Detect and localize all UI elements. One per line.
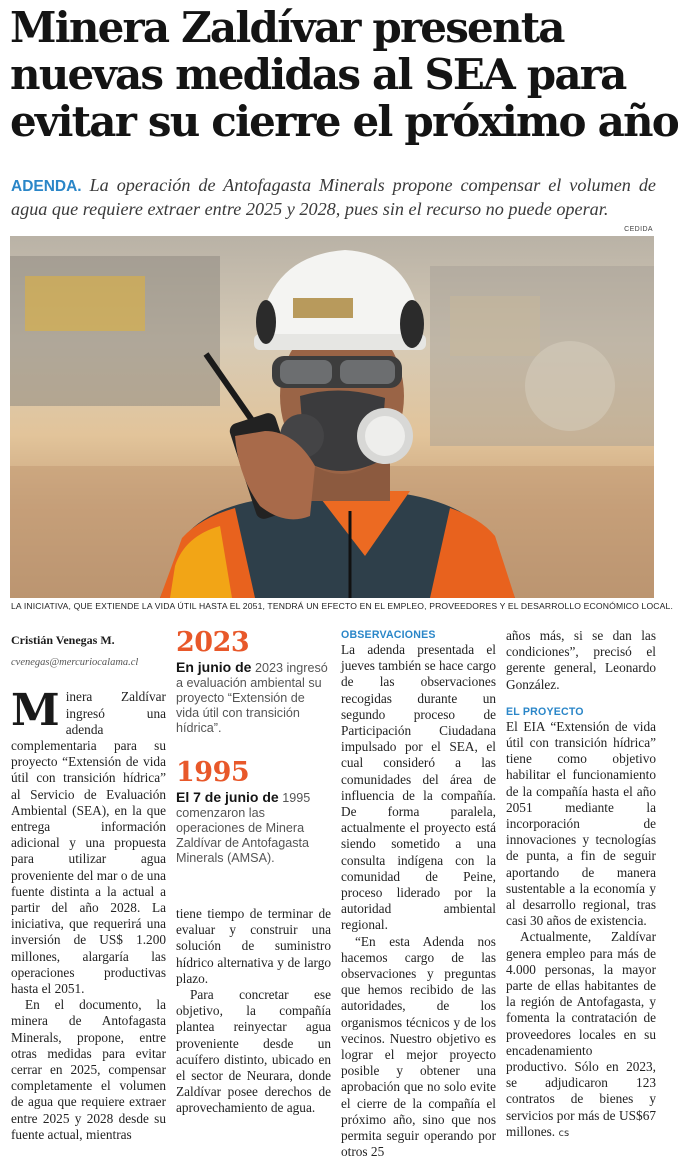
author-email: cvenegas@mercuriocalama.cl bbox=[11, 657, 139, 669]
fact-lead: El 7 de junio de bbox=[176, 789, 279, 805]
fact-number-1995: 1995 bbox=[176, 757, 250, 788]
headline-line-1: Minera Zaldívar presenta bbox=[10, 3, 564, 52]
headline-line-2: nuevas medidas al SEA para bbox=[10, 50, 626, 99]
fact-number-2023: 2023 bbox=[176, 627, 250, 658]
column-2 bbox=[176, 628, 331, 1117]
body-paragraph bbox=[11, 685, 166, 997]
column-1 bbox=[11, 628, 166, 1143]
body-paragraph: La adenda presentada el jueves también se hace cargo de las observaciones recogidas durante un segundo proceso de Participación Ciudadana impulsado por el SEA, el cual consideró a las comunidades del área de influencia de la compañía. De forma paralela, actualmente el proyecto está siendo sometido a una consulta indígena con la comunidad de Peine, proceso liderado por la autoridad ambiental regional. bbox=[341, 642, 496, 933]
fact-text: 1995 comenzaron las operaciones de Minera Zaldívar de Antofagasta Minerals (AMSA). bbox=[176, 791, 311, 865]
body-text: inera Zaldívar ingresó una adenda complementaria para su proyecto “Extensión de vida útil con transición hídrica” al Servicio de Evaluación Ambiental (SEA), en la que entrega información adicional y una propuesta para utilizar agua proveniente del mar o de una fuente distinta a la actual a partir del año 2028. La iniciativa, que requerirá una inversión de US$ 1.200 millones, alargaría las operaciones productivas hasta el 2051. bbox=[11, 689, 166, 997]
body-paragraph: El EIA “Extensión de vida útil con transición hídrica” tiene como objetivo habilitar el funcionamiento de la compañía hasta el año 2051 mediante la incorporación de innovaciones y tecnologías de punta, a fin de seguir aportando de manera sustentable a la economía y al desarrollo regional, tras casi 30 años de existencia. bbox=[506, 718, 656, 929]
lead-paragraph bbox=[11, 174, 656, 221]
body-text: Actualmente, Zaldívar genera empleo para más de 4.000 personas, la mayor parte de ellas habitantes de la región de Antofagasta, y fomenta la contratación de proveedores locales en su encadenamiento productivo. Sólo en 2023, se adjudicaron 123 contratos de bienes y servicios por más de US$67 millones. bbox=[506, 929, 656, 1139]
subheading-el-proyecto: EL PROYECTO bbox=[506, 705, 584, 718]
end-mark: cs bbox=[558, 1127, 570, 1139]
column-4 bbox=[506, 628, 656, 1142]
photo-caption: LA INICIATIVA, QUE EXTIENDE LA VIDA ÚTIL HASTA EL 2051, TENDRÁ UN EFECTO EN EL EMPLEO, PROVEEDORES Y EL DESARROLLO ECONÓMICO LOCAL. bbox=[11, 601, 673, 611]
lead-text: La operación de Antofagasta Minerals propone compensar el volumen de agua que requiere extraer entre 2025 y 2028, pues sin el recurso no puede operar. bbox=[11, 175, 656, 219]
body-paragraph: “En esta Adenda nos hacemos cargo de las observaciones y preguntas que hemos recibido de las autoridades, de los organismos técnicos y de los vecinos. Nuestro objetivo es lograr el mejor proyecto posible y obtener una aprobación que no solo evite el cierre de la compañía el próximo año, sino que nos permita seguir operando por otros 25 bbox=[341, 933, 496, 1160]
body-paragraph bbox=[506, 929, 656, 1142]
headline-line-3: evitar su cierre el próximo año bbox=[10, 97, 678, 146]
lead-tag: ADENDA. bbox=[11, 178, 82, 195]
photo-credit: CEDIDA bbox=[624, 226, 653, 233]
author-name: Cristián Venegas M. bbox=[11, 633, 115, 647]
fact-text: 2023 ingresó a evaluación ambiental su proyecto “Extensión de vida útil con transición hídrica”. bbox=[176, 661, 328, 735]
column-3 bbox=[341, 628, 496, 1161]
fact-lead: En junio de bbox=[176, 659, 252, 675]
article-photo bbox=[10, 236, 654, 598]
fact-2023 bbox=[176, 660, 331, 736]
body-paragraph: tiene tiempo de terminar de evaluar y construir una solución de suministro hídrico alternativa y de largo plazo. bbox=[176, 906, 331, 986]
body-paragraph: En el documento, la minera de Antofagasta Minerals, propone, entre otras medidas para evitar cerrar en 2025, compensar completamente el volumen de agua que requiere extraer entre 2025 y 2028 desde su fuente actual, mientras bbox=[11, 997, 166, 1142]
headline bbox=[10, 3, 678, 146]
subheading-observaciones: OBSERVACIONES bbox=[341, 629, 436, 641]
body-paragraph: años más, si se dan las condiciones”, precisó el gerente general, Leonardo González. bbox=[506, 628, 656, 692]
drop-cap: M bbox=[11, 685, 60, 737]
body-paragraph: Para concretar ese objetivo, la compañía plantea reinyectar agua proveniente desde un acuífero distinto, ubicado en el sector de Neurara, donde Zaldívar posee derechos de aprovechamiento de agua. bbox=[176, 987, 331, 1116]
miner-illustration bbox=[10, 236, 654, 598]
fact-1995 bbox=[176, 790, 331, 866]
